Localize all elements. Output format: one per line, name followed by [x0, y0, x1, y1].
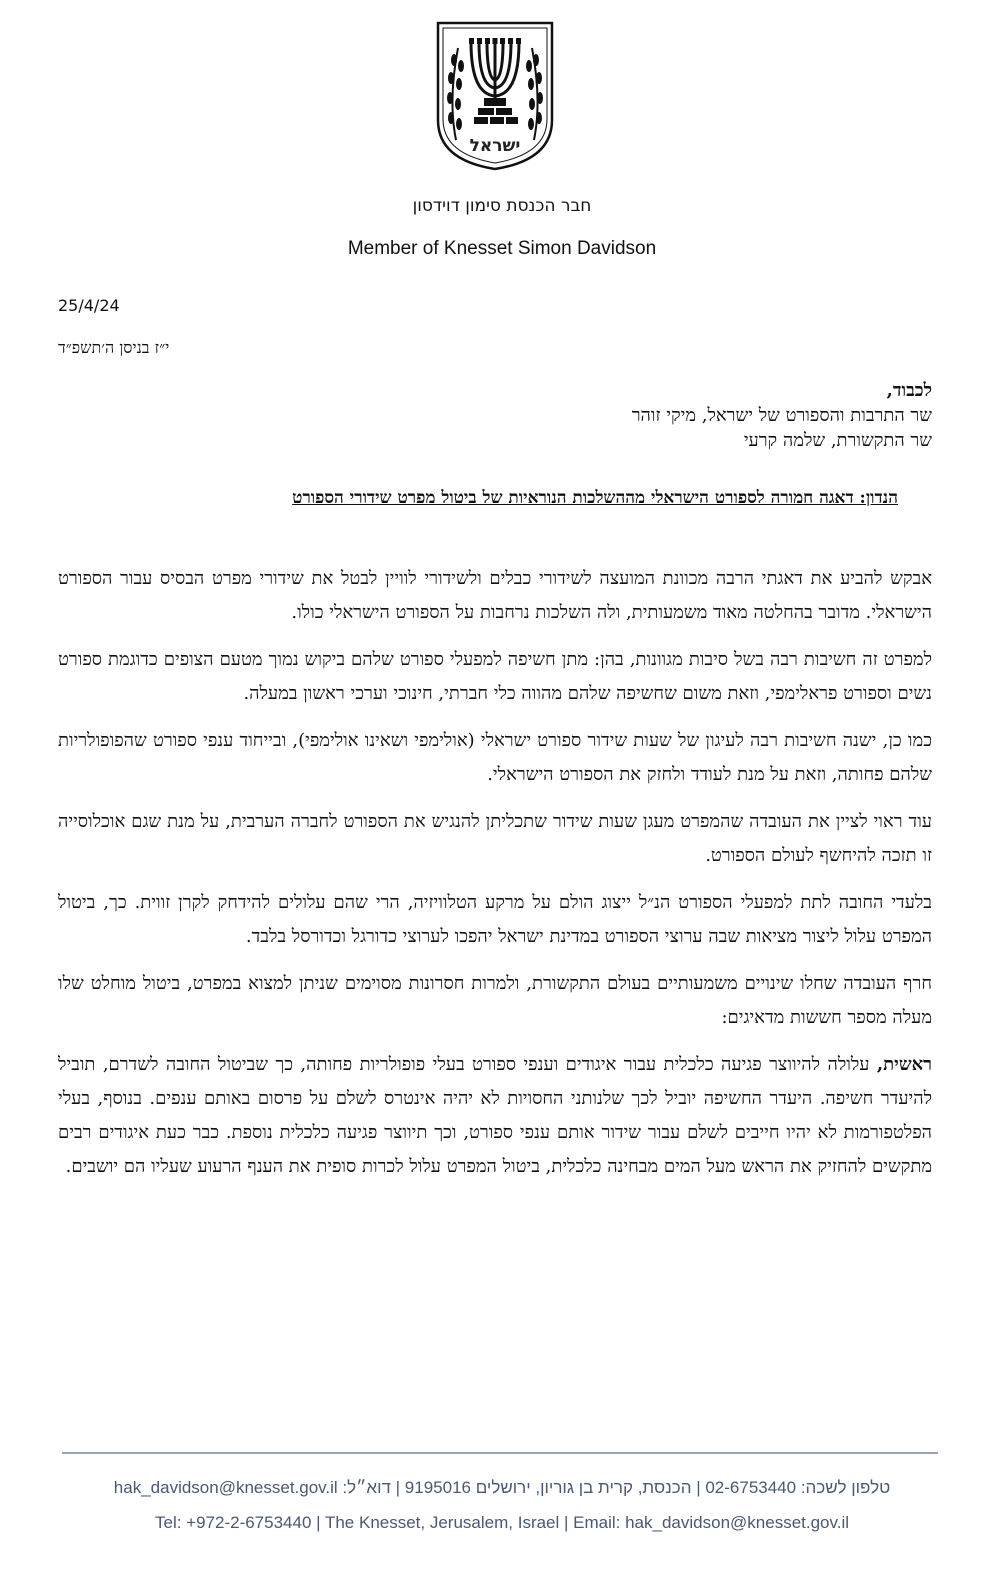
body-paragraph: למפרט זה חשיבות רבה בשל סיבות מגוונות, בהן: מתן חשיפה למפעלי ספורט שלהם ביקוש נמוך מטעם הצופים כדוגמת ספורט נשים וספורט פראלימפי, וזאת משום שחשיפה שלהם מהווה כלי חברתי, חינוכי וערכי ראשון במעלה.: [58, 649, 932, 704]
body-paragraph: אבקש להביע את דאגתי הרבה מכוונת המועצה לשידורי כבלים ולשידורי לוויין לבטל את שידורי מפרט הבסיס עבור הספורט הישראלי. מדובר בהחלטה מאוד משמעותית, ולה השלכות נרחבות על הספורט הישראלי כולו.: [58, 568, 932, 623]
body-paragraph-final: [58, 1048, 932, 1184]
body-paragraph: חרף העובדה שחלו שינויים משמעותיים בעולם התקשורת, ולמרות חסרונות מסוימים שניתן למצוא במפרט, ביטול מוחלט שלו מעלה מספר חששות מדאיגים:: [58, 973, 932, 1028]
recipients-block: [632, 378, 932, 453]
member-title-english: Member of Knesset Simon Davidson: [347, 238, 657, 259]
paragraph-lead-word: ראשית,: [876, 1054, 932, 1075]
footer-contact-hebrew: טלפון לשכה: 02-6753440 | הכנסת, קרית בן גוריון, ירושלים 9195016 | דוא״ל: hak_davidson@knesset.gov.il: [113, 1478, 891, 1497]
greeting: לכבוד,: [886, 380, 932, 401]
body-paragraph: כמו כן, ישנה חשיבות רבה לעיגון של שעות שידור ספורט ישראלי (אולימפי ושאינו אולימפי), ובייחוד ענפי ספורט שהפופולריות שלהם פחותה, וזאת על מנת לעודד ולחזק את הספורט הישראלי.: [58, 730, 932, 785]
body-paragraph: בלעדי החובה לתת למפעלי הספורט הנ״ל ייצוג הולם על מרקע הטלוויזיה, הרי שהם עלולים להידחק לקרן זווית. כך, ביטול המפרט עלול ליצור מציאות שבה ערוצי הספורט במדינת ישראל יהפכו לערוצי כדורגל וכדורסל בלבד.: [58, 892, 932, 947]
recipient-line: שר התרבות והספורט של ישראל, מיקי זוהר: [631, 405, 932, 426]
recipient-line: שר התקשורת, שלמה קרעי: [743, 430, 932, 451]
subject-line: הנדון: דאגה חמורה לספורט הישראלי מההשלכות הנוראיות של ביטול מפרט שידורי הספורט: [292, 488, 898, 508]
body-paragraph: עוד ראוי לציין את העובדה שהמפרט מעגן שעות שידור שתכליתן להנגיש את הספורט לחברה הערבית, על מנת שגם אוכלוסייה זו תזכה להיחשף לעולם הספורט.: [58, 811, 932, 866]
letter-body: [58, 562, 932, 1197]
date-gregorian: 25/4/24: [58, 296, 120, 315]
footer-divider: [62, 1452, 938, 1454]
emblem-caption: ישראל: [469, 136, 521, 156]
date-hebrew: י״ז בניסן ה׳תשפ״ד: [58, 338, 170, 357]
paragraph-text: עלולה להיווצר פגיעה כלכלית עבור איגודים וענפי ספורט בעלי פופולריות פחותה, כך שביטול החובה לשדרם, תוביל להיעדר חשיפה. היעדר החשיפה יוביל לכך שלנותני החסויות לא יהיה אינטרס לשלם על פרסום באותם ענפים. בנוסף, בעלי הפלטפורמות לא יהיו חייבים לשלם עבור שידור אותם ענפי ספורט, וכך תיווצר פגיעה כלכלית נוספת. כבר כעת איגודים רבים מתקשים להחזיק את הראש מעל המים מבחינה כלכלית, ביטול המפרט עלול לכרות סופית את הענף הרעוע שעליו הם יושבים.: [58, 1054, 932, 1177]
member-title-hebrew: חבר הכנסת סימון דוידסון: [412, 196, 592, 216]
footer-contact-english: Tel: +972-2-6753440 | The Knesset, Jerusalem, Israel | Email: hak_davidson@knesset.gov.il: [154, 1513, 850, 1532]
state-emblem: [434, 20, 556, 172]
